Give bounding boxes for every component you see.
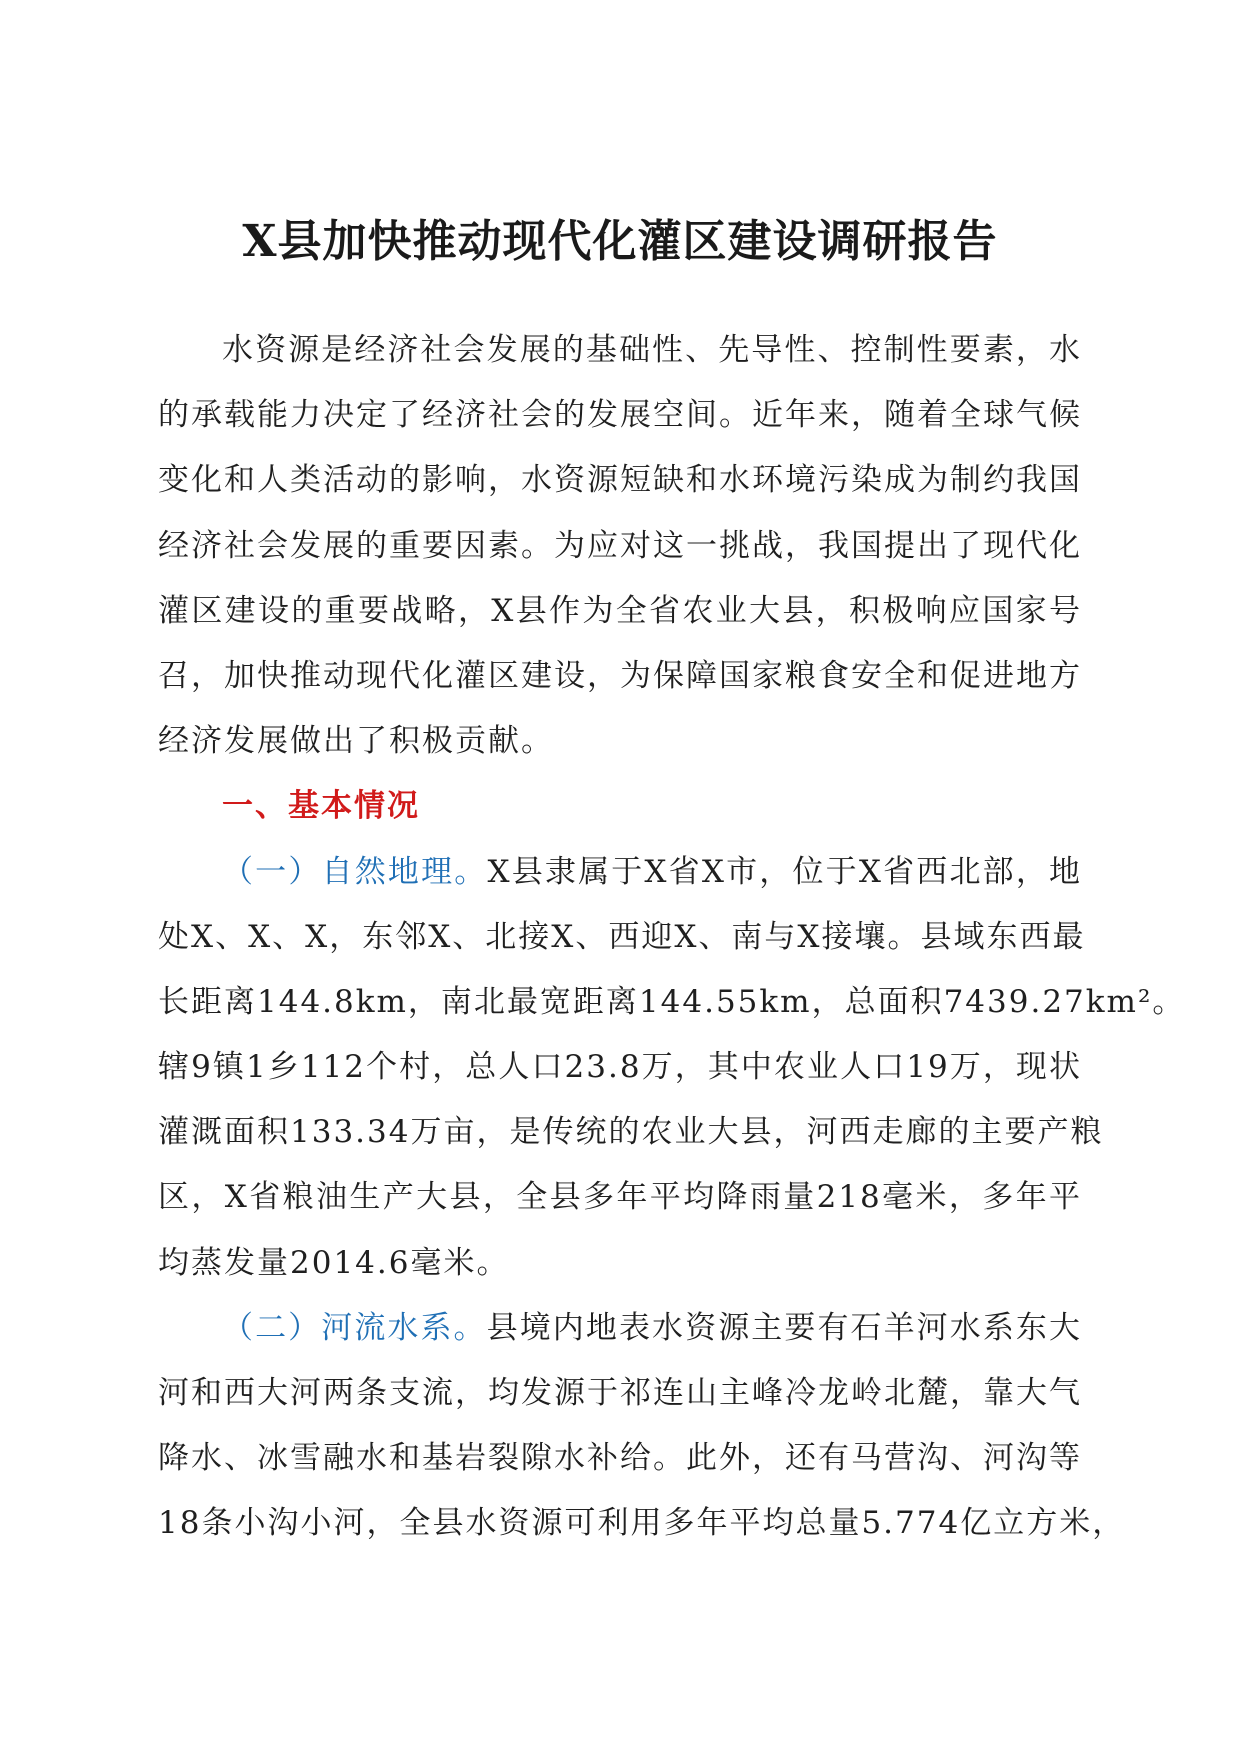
intro-line: 灌区建设的重要战略，X县作为全省农业大县，积极响应国家号 xyxy=(158,592,1082,629)
document-body xyxy=(158,318,1186,1557)
subsection-heading-rivers: （二）河流水系。 xyxy=(222,1309,487,1346)
intro-line: 召，加快推动现代化灌区建设，为保障国家粮食安全和促进地方 xyxy=(158,657,1082,694)
paragraph-line: 区，X省粮油生产大县，全县多年平均降雨量218毫米，多年平 xyxy=(158,1179,1082,1216)
natural-geography-paragraph xyxy=(158,840,1186,1296)
intro-line: 的承载能力决定了经济社会的发展空间。近年来，随着全球气候 xyxy=(158,397,1082,434)
intro-line: 变化和人类活动的影响，水资源短缺和水环境污染成为制约我国 xyxy=(158,462,1082,499)
paragraph-text: 县境内地表水资源主要有石羊河水系东大 xyxy=(486,1309,1082,1346)
paragraph-line xyxy=(158,840,1082,905)
section-heading-line xyxy=(158,774,1082,839)
paragraph-text: X县隶属于X省X市，位于X省西北部，地 xyxy=(487,853,1082,890)
paragraph-line: 辖9镇1乡112个村，总人口23.8万，其中农业人口19万，现状 xyxy=(158,1049,1082,1086)
section-heading: 一、基本情况 xyxy=(222,788,420,825)
intro-line: 经济发展做出了积极贡献。 xyxy=(158,723,554,760)
paragraph-line xyxy=(158,1296,1082,1361)
paragraph-line: 长距离144.8km，南北最宽距离144.55km，总面积7439.27km²。 xyxy=(158,983,1186,1020)
paragraph-line: 灌溉面积133.34万亩，是传统的农业大县，河西走廊的主要产粮 xyxy=(158,1114,1104,1151)
section-heading-paragraph xyxy=(158,774,1082,839)
intro-line: 经济社会发展的重要因素。为应对这一挑战，我国提出了现代化 xyxy=(158,527,1082,564)
paragraph-line: 河和西大河两条支流，均发源于祁连山主峰冷龙岭北麓，靠大气 xyxy=(158,1375,1082,1411)
subsection-heading-geography: （一）自然地理。 xyxy=(222,853,488,890)
paragraph-line: 处X、X、X，东邻X、北接X、西迎X、南与X接壤。县域东西最 xyxy=(158,918,1086,955)
intro-line: 水资源是经济社会发展的基础性、先导性、控制性要素，水 xyxy=(222,332,1082,368)
intro-paragraph xyxy=(158,318,1082,774)
river-system-paragraph xyxy=(158,1296,1126,1557)
paragraph-line: 18条小沟小河，全县水资源可利用多年平均总量5.774亿立方米， xyxy=(158,1505,1126,1542)
paragraph-line: 均蒸发量2014.6毫米。 xyxy=(158,1244,510,1281)
document-title: X县加快推动现代化灌区建设调研报告 xyxy=(242,216,998,267)
paragraph-line: 降水、冰雪融水和基岩裂隙水补给。此外，还有马营沟、河沟等 xyxy=(158,1440,1082,1477)
